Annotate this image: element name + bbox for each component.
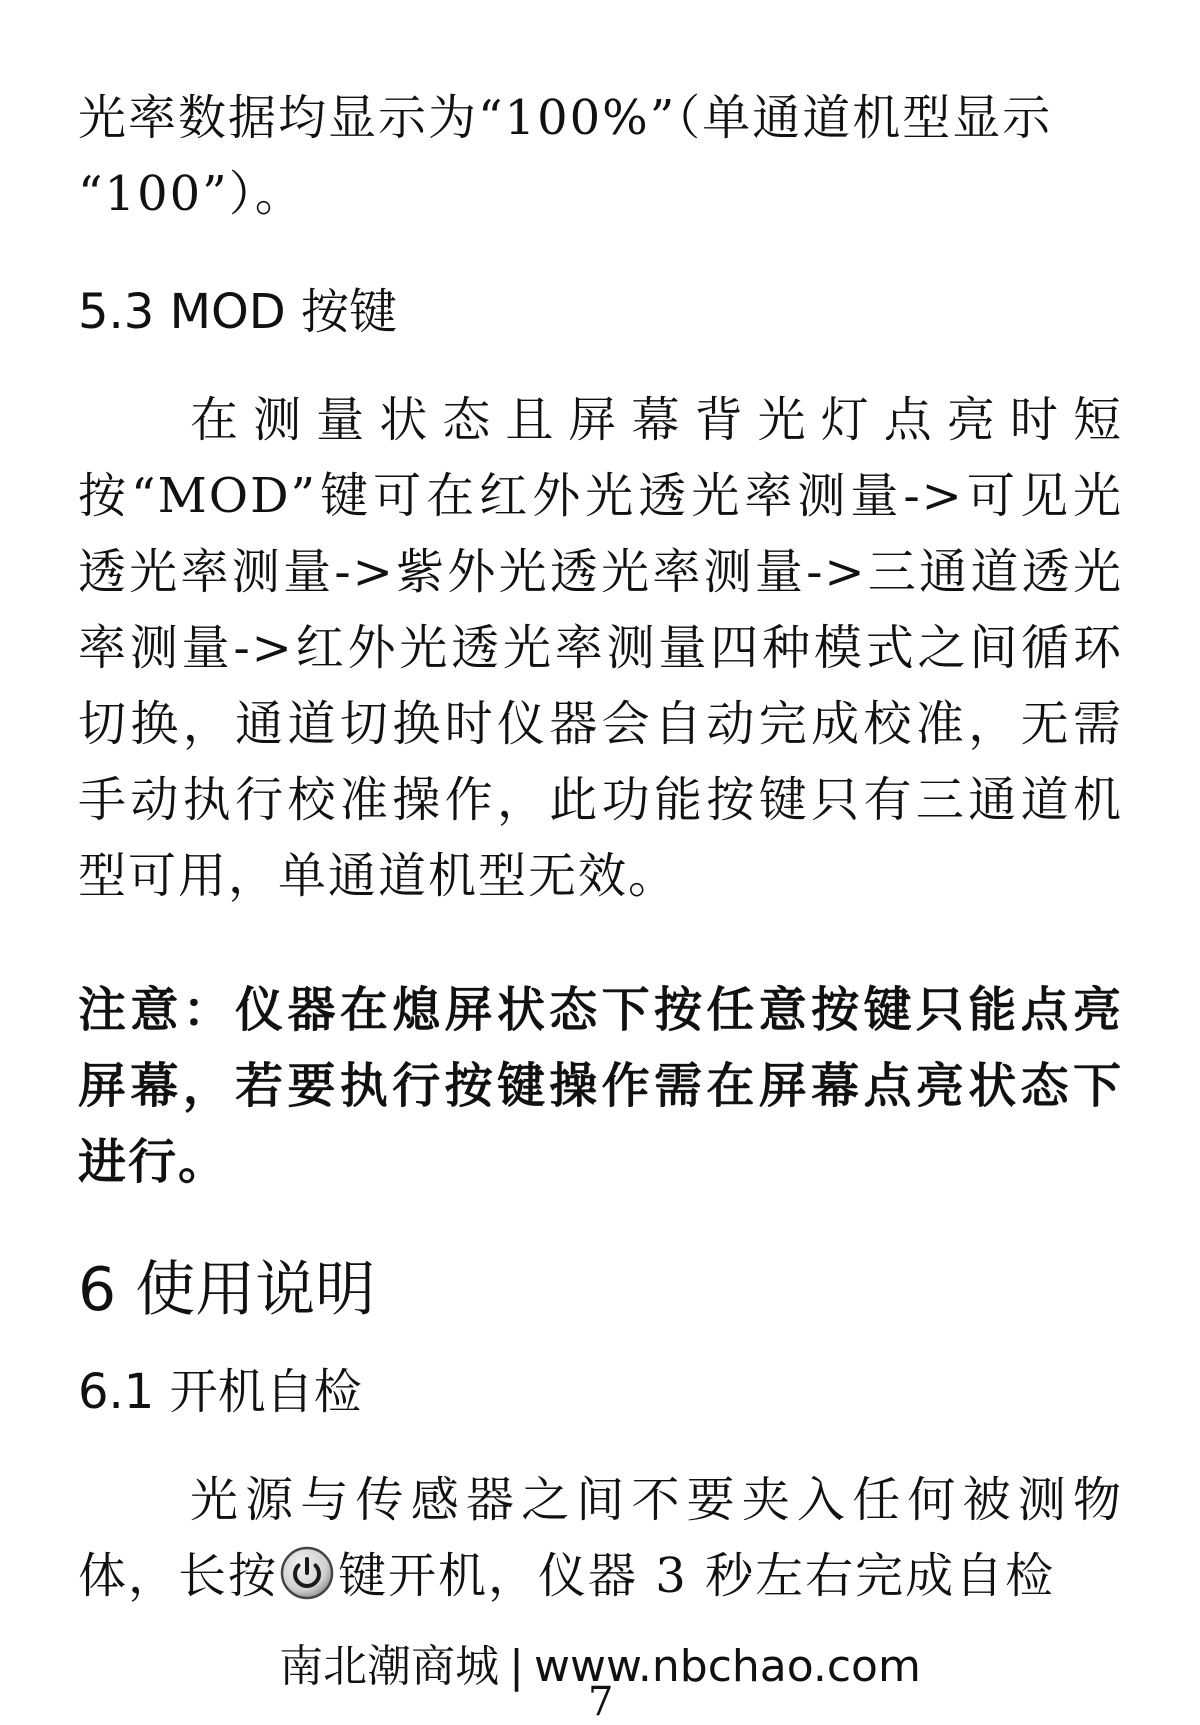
footer-separator: | [509, 1641, 524, 1692]
mod-key-paragraph: 在测量状态且屏幕背光灯点亮时短按“MOD”键可在红外光透光率测量->可见光透光率测量->紫外光透光率测量->三通道透光率测量->红外光透光率测量四种模式之间循环切换，通道切换时仪器会自动完成校准，无需手动执行校准操作，此功能按键只有三通道机型可用，单通道机型无效。 [78, 392, 1123, 904]
note-paragraph: 注意：仪器在熄屏状态下按任意按键只能点亮屏幕，若要执行按键操作需在屏幕点亮状态下进行。 [78, 982, 1123, 1190]
intro-paragraph [78, 80, 1123, 232]
self-check-text-before: 光源与传感器之间不要夹入任何被测物体，长按 [78, 1472, 1123, 1604]
section-5-3-heading: 5.3 MOD 按键 [78, 284, 398, 340]
intro-line-1: 光率数据均显示为“100%”（单通道机型显示 [78, 90, 1053, 146]
self-check-paragraph [78, 1462, 1123, 1614]
power-icon [280, 1546, 334, 1600]
intro-line-2: “100”）。 [78, 166, 305, 222]
footer-site-name: 南北潮商城 [279, 1641, 500, 1692]
footer-url: www.nbchao.com [533, 1641, 921, 1692]
section-6-1-heading: 6.1 开机自检 [78, 1364, 362, 1420]
page-number: 7 [588, 1679, 614, 1725]
self-check-text-after: 键开机，仪器 3 秒左右完成自检 [338, 1548, 1056, 1604]
section-6-heading: 6 使用说明 [78, 1255, 376, 1325]
